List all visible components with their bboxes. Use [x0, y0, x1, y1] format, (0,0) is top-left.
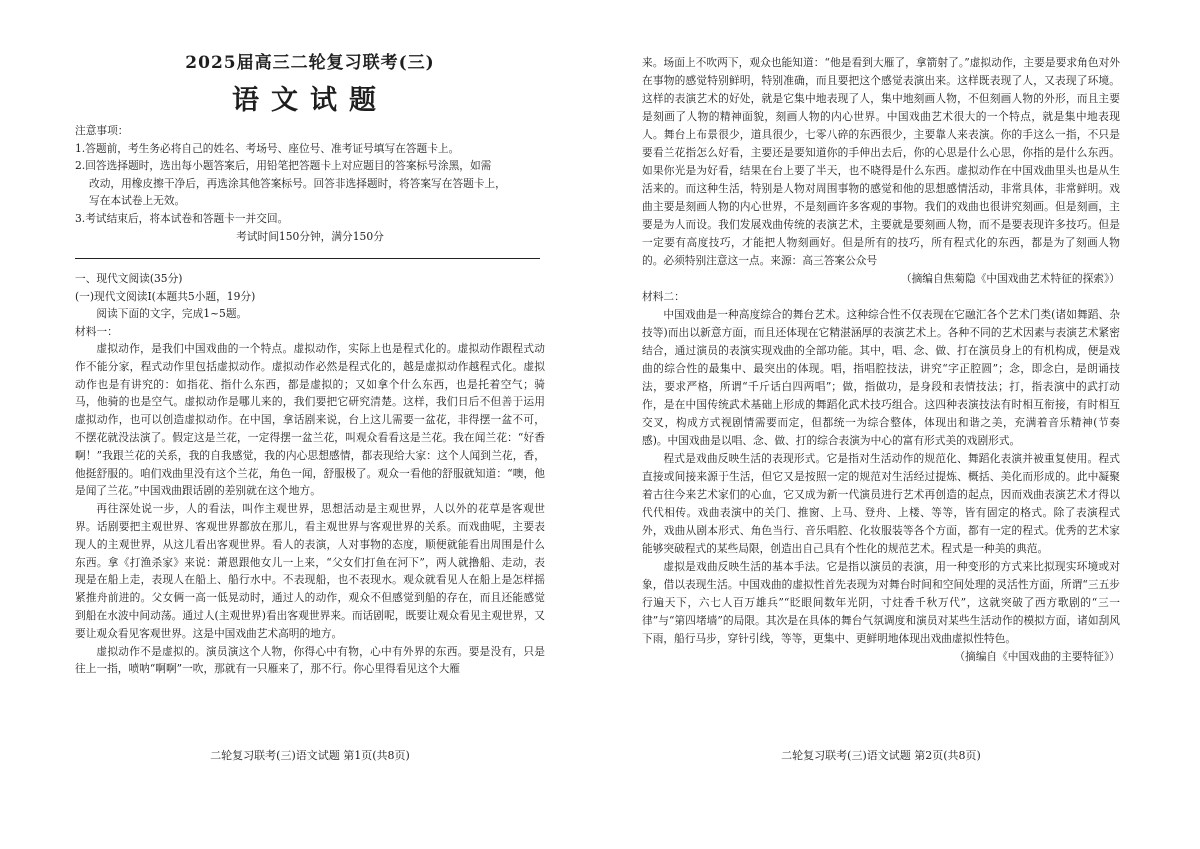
notice-block: [75, 122, 545, 246]
subject-title: 语文试题: [232, 85, 388, 116]
notice-item-cont: 写在本试卷上无效。: [89, 194, 186, 207]
notice-item: 1.答题前，考生务必将自己的姓名、考场号、座位号、准考证号填写在答题卡上。: [75, 141, 460, 155]
subsection-heading: (一)现代文阅读Ⅰ(本题共5小题，19分): [75, 289, 256, 303]
paragraph: 虚拟动作，是我们中国戏曲的一个特点。虚拟动作，实际上也是程式化的。虚拟动作跟程式动作不能分家，程式动作里包括虚拟动作。虚拟动作必然是程式化的，越是虚拟动作越程式化。虚拟动作也是有讲究的：如指花、指什么东西，都是虚拟的；又如拿个什么东西，也是托着空气；骑马，他骑的也是空气。虚拟动作是哪儿来的，我们要把它研究清楚。这样，我们日后不但善于运用虚拟动作，也可以创造虚拟动作。在中国，拿话剧来说，台上这儿需要一盆花，非得摆一盆不可，不摆花就没法演了。假定这是兰花，一定得摆一盆兰花，叫观众看看这是兰花。我在闻兰花：“好香啊！”我跟兰花的关系，我的自我感觉，我的内心思想感情，都表现给大家：这个人闻到兰花，香，他挺舒服的。咱们戏曲里没有这个兰花，角色一闻，舒服极了。观众一看他的舒服就知道：“噢，他是闻了兰花。”中国戏曲跟话剧的差别就在这个地方。: [75, 342, 545, 498]
exam-time: 考试时间150分钟，满分150分: [236, 230, 384, 243]
notice-item: 2.回答选择题时，选出每小题答案后，用铅笔把答题卡上对应题目的答案标号涂黑，如需: [75, 159, 492, 172]
material-text: [642, 54, 1120, 666]
section-header: [75, 270, 545, 340]
paragraph: 虚拟动作不是虚拟的。演员演这个人物，你得心中有物，心中有外界的东西。要是没有，只是往上一指，喷呐“啊啊”一吹，那就有一只雁来了，那不行。你心里得看见这个大雁: [75, 644, 545, 676]
divider: [75, 258, 540, 259]
material-label: 材料二：: [642, 290, 685, 303]
paragraph: 再往深处说一步，人的看法，叫作主观世界，思想活动是主观世界，人以外的花草是客观世界。话剧要把主观世界、客观世界都放在那儿，看主观世界与客观世界的关系。而戏曲呢，主要表现人的主观世界，从这儿看出客观世界。看人的表演，人对事物的态度，顺便就能看出周围是什么东西。拿《打渔杀家》来说：萧恩跟他女儿一上来，“父女们打鱼在河下”，两人就撸船、走动，表现是在船上走，表现人在船上、船行水中。不表现船，也不表现水。观众就看见人在船上是怎样摇紧推舟前进的。父女俩一高一低晃动时，通过人的动作，观众不但感觉到船的存在，而且还能感觉到船在水波中间动荡。通过人(主观世界)看出客观世界来。而话剧呢，既要让观众看见主观世界，又要让观众看见客观世界。这是中国戏曲艺术高明的地方。: [75, 502, 545, 640]
source-citation: （摘编自焦菊隐《中国戏曲艺术特征的探索》）: [900, 272, 1120, 285]
notice-heading: 注意事项：: [75, 124, 129, 137]
source-citation: （摘编自《中国戏曲的主要特征》）: [954, 650, 1120, 663]
notice-item-cont: 改动，用橡皮擦干净后，再选涂其他答案标号。回答非选择题时，将答案写在答题卡上，: [89, 176, 506, 190]
paragraph: 虚拟是戏曲反映生活的基本手法。它是指以演员的表演，用一种变形的方式来比拟现实环境或对象，借以表现生活。中国戏曲的虚拟性首先表现为对舞台时间和空间处理的灵活性方面，所谓“三五步行遍天下，六七人百万雄兵”“眨眼间数年光阴，寸炷香千秋万代”，这就突破了西方歌剧的“三一律”与“第四堵墙”的局限。其次是在具体的舞台气氛调度和演员对某些生活动作的模拟方面，诸如刮风下雨，船行马步，穿针引线，等等，更集中、更鲜明地体现出戏曲虚拟性特色。: [642, 560, 1120, 645]
paragraph: 程式是戏曲反映生活的表现形式。它是指对生活动作的规范化、舞蹈化表演并被重复使用。程式直接或间接来源于生活，但它又是按照一定的规范对生活经过提炼、概括、美化而形成的。此中凝聚着古往今来艺术家们的心血，它又成为新一代演员进行艺术再创造的起点，因而戏曲表演艺术才得以代代相传。戏曲表演中的关门、推窗、上马、登舟、上楼、等等，皆有固定的格式。除了表演程式外，戏曲从剧本形式、角色当行、音乐唱腔、化妆服装等各个方面，都有一定的程式。优秀的艺术家能够突破程式的某些局限，创造出自己具有个性化的规范艺术。程式是一种美的典范。: [642, 452, 1120, 555]
paragraph: 中国戏曲是一种高度综合的舞台艺术。这种综合性不仅表现在它融汇各个艺术门类(诸如舞蹈、杂技等)而出以新意方面，而且还体现在它精湛涵厚的表演艺术上。各种不同的艺术因素与表演艺术紧密结合，通过演员的表演实现戏曲的全部功能。其中，唱、念、做、打在演员身上的有机构成，便是戏曲的综合性的最集中、最突出的体现。唱，指唱腔技法，讲究“字正腔圆”；念，即念白，是朗诵技法，要求严格，所谓“千斤话白四两唱”；做，指做功，是身段和表情技法；打，指表演中的武打动作，是在中国传统武术基础上形成的舞蹈化武术技巧组合。这四种表演技法有时相互衔接，有时相互交叉，构成方式视剧情需要而定，但都统一为综合整体，体现出和谐之美，充满着音乐精神(节奏感)。中国戏曲是以唱、念、做、打的综合表演为中心的富有形式美的戏剧形式。: [642, 308, 1120, 447]
notice-item: 3.考试结束后，将本试卷和答题卡一并交回。: [75, 211, 289, 225]
section-heading: 一、现代文阅读(35分): [75, 272, 183, 285]
reading-instruction: 阅读下面的文字，完成1~5题。: [96, 307, 248, 320]
material-1-text: [75, 340, 545, 678]
exam-title: 2025届高三二轮复习联考(三): [185, 53, 435, 73]
page-footer: 二轮复习联考(三)语文试题 第2页(共8页): [781, 749, 981, 762]
paragraph: 来。场面上不吹两下，观众也能知道：“他是看到大雁了，拿箭射了。”虚拟动作，主要是要求角色对外在事物的感觉特别鲜明，特别准确，而且要把这个感觉表演出来。这样既表现了人，又表现了环境。这样的表演艺术的好处，就是它集中地表现了人，集中地刻画人物，不但刻画人物的外形，而且主要是刻画了人物的精神面貌，刻画人物的内心世界。中国戏曲艺术很大的一个特点，就是集中地表现人。舞台上布景很少，道具很少，七零八碎的东西很少，主要靠人来表演。你的手这么一指，不只是要看兰花指怎么好看，主要还是要知道你的手伸出去后，你的心思是什么心思，你指的是什么东西。如果你光是为好看，结果在台上要了半天，也不晓得是什么东西。虚拟动作在中国戏曲里头也是从生活来的。而这种生活，特别是人物对周围事物的感觉和他的思想感情活动，非常具体，非常鲜明。戏曲主要是刻画人物的内心世界，不是刻画许多客观的事物。我们的戏曲也很讲究刻画。但是刻画，主要是为人而设。我们发展戏曲传统的表演艺术，主要就是要刻画人物，而不是要表现许多技巧。但是一定要有高度技巧，才能把人物刻画好。但是所有的技巧，所有程式化的东西，都是为了刻画人物的。必须特别注意这一点。来源：高三答案公众号: [642, 56, 1120, 267]
exam-page-2: [600, 0, 1200, 849]
page-footer: 二轮复习联考(三)语文试题 第1页(共8页): [210, 749, 410, 762]
material-label: 材料一：: [75, 324, 118, 338]
